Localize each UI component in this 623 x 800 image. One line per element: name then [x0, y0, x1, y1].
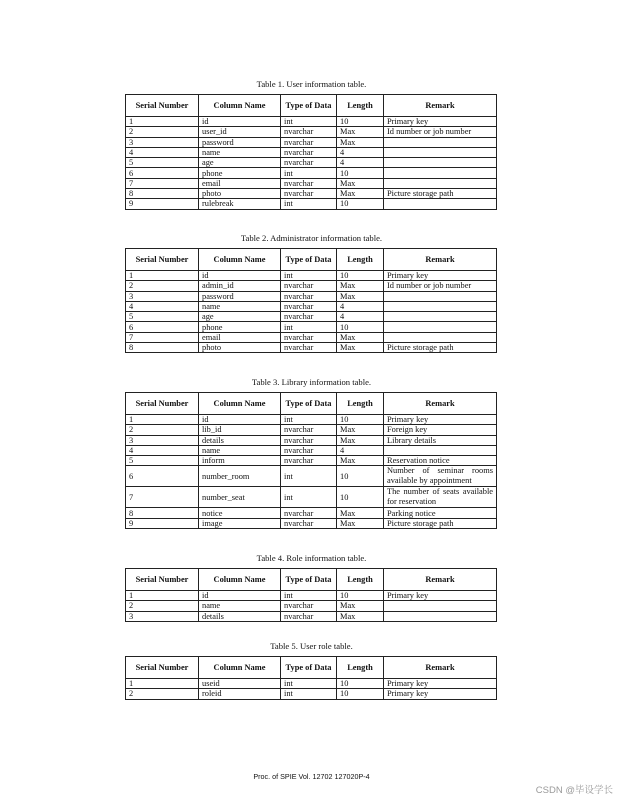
cell-remark: Id number or job number — [384, 281, 497, 291]
table-row — [126, 679, 497, 689]
header-serial-number: Serial Number — [126, 569, 199, 591]
cell-serial-number: 5 — [126, 158, 199, 168]
cell-length: 4 — [337, 147, 384, 157]
cell-length: Max — [337, 127, 384, 137]
table-row — [126, 332, 497, 342]
cell-serial-number: 7 — [126, 487, 199, 508]
cell-column-name: photo — [199, 343, 281, 353]
table-row — [126, 291, 497, 301]
cell-length: Max — [337, 508, 384, 518]
cell-length: 4 — [337, 312, 384, 322]
cell-length: 4 — [337, 301, 384, 311]
cell-column-name: photo — [199, 189, 281, 199]
cell-remark: Primary key — [384, 689, 497, 699]
header-serial-number: Serial Number — [126, 249, 199, 271]
table-row — [126, 271, 497, 281]
table-row — [126, 518, 497, 528]
cell-remark: Parking notice — [384, 508, 497, 518]
cell-serial-number: 1 — [126, 415, 199, 425]
caption-table-2: Table 2. Administrator information table. — [240, 233, 383, 243]
cell-length: Max — [337, 343, 384, 353]
cell-remark — [384, 168, 497, 178]
table-row — [126, 435, 497, 445]
cell-remark: Foreign key — [384, 425, 497, 435]
cell-column-name: user_id — [199, 127, 281, 137]
cell-type-of-data: int — [281, 466, 337, 487]
header-remark: Remark — [384, 569, 497, 591]
cell-column-name: name — [199, 301, 281, 311]
table-row — [126, 137, 497, 147]
cell-serial-number: 1 — [126, 591, 199, 601]
cell-length: Max — [337, 456, 384, 466]
cell-remark — [384, 312, 497, 322]
cell-column-name: admin_id — [199, 281, 281, 291]
cell-type-of-data: nvarchar — [281, 158, 337, 168]
header-type-of-data: Type of Data — [281, 657, 337, 679]
table-row — [126, 445, 497, 455]
cell-length: Max — [337, 425, 384, 435]
cell-type-of-data: nvarchar — [281, 343, 337, 353]
table-row — [126, 189, 497, 199]
table-row — [126, 508, 497, 518]
cell-type-of-data: nvarchar — [281, 178, 337, 188]
table-2 — [125, 248, 497, 353]
table-row — [126, 487, 497, 508]
cell-column-name: details — [199, 611, 281, 621]
header-type-of-data: Type of Data — [281, 393, 337, 415]
cell-length: 10 — [337, 679, 384, 689]
cell-length: 4 — [337, 158, 384, 168]
table-row — [126, 689, 497, 699]
cell-column-name: inform — [199, 456, 281, 466]
cell-column-name: email — [199, 178, 281, 188]
caption-table-1: Table 1. User information table. — [256, 79, 367, 89]
cell-column-name: name — [199, 147, 281, 157]
cell-remark: Primary key — [384, 415, 497, 425]
watermark: CSDN @毕设学长 — [535, 785, 613, 796]
cell-column-name: password — [199, 137, 281, 147]
cell-serial-number: 1 — [126, 271, 199, 281]
cell-type-of-data: nvarchar — [281, 137, 337, 147]
cell-remark — [384, 291, 497, 301]
cell-remark: Picture storage path — [384, 189, 497, 199]
table-header-row — [126, 95, 497, 117]
cell-serial-number: 1 — [126, 117, 199, 127]
cell-serial-number: 2 — [126, 601, 199, 611]
cell-type-of-data: nvarchar — [281, 147, 337, 157]
cell-remark: Id number or job number — [384, 127, 497, 137]
cell-remark: Primary key — [384, 679, 497, 689]
cell-serial-number: 2 — [126, 281, 199, 291]
table-row — [126, 301, 497, 311]
cell-length: 10 — [337, 199, 384, 209]
cell-length: 10 — [337, 415, 384, 425]
header-serial-number: Serial Number — [126, 657, 199, 679]
cell-type-of-data: int — [281, 689, 337, 699]
table-header-row — [126, 569, 497, 591]
page-footer: Proc. of SPIE Vol. 12702 127020P-4 — [253, 772, 370, 781]
cell-remark — [384, 137, 497, 147]
table-1 — [125, 94, 497, 210]
cell-remark: Primary key — [384, 271, 497, 281]
cell-length: Max — [337, 178, 384, 188]
table-header-row — [126, 393, 497, 415]
cell-serial-number: 2 — [126, 425, 199, 435]
header-remark: Remark — [384, 95, 497, 117]
cell-column-name: phone — [199, 168, 281, 178]
cell-remark — [384, 445, 497, 455]
cell-length: Max — [337, 137, 384, 147]
header-length: Length — [337, 95, 384, 117]
cell-length: 10 — [337, 168, 384, 178]
cell-column-name: useid — [199, 679, 281, 689]
cell-type-of-data: nvarchar — [281, 601, 337, 611]
cell-type-of-data: nvarchar — [281, 508, 337, 518]
cell-serial-number: 6 — [126, 322, 199, 332]
header-remark: Remark — [384, 393, 497, 415]
cell-type-of-data: int — [281, 199, 337, 209]
cell-column-name: age — [199, 312, 281, 322]
cell-column-name: number_seat — [199, 487, 281, 508]
cell-type-of-data: nvarchar — [281, 189, 337, 199]
cell-column-name: roleid — [199, 689, 281, 699]
cell-length: 10 — [337, 487, 384, 508]
cell-serial-number: 4 — [126, 147, 199, 157]
cell-length: 10 — [337, 117, 384, 127]
table-header-row — [126, 657, 497, 679]
header-serial-number: Serial Number — [126, 95, 199, 117]
cell-serial-number: 3 — [126, 611, 199, 621]
cell-remark: The number of seats available for reservation — [384, 487, 497, 508]
cell-length: 4 — [337, 445, 384, 455]
header-length: Length — [337, 657, 384, 679]
cell-serial-number: 3 — [126, 137, 199, 147]
cell-length: Max — [337, 518, 384, 528]
caption-table-3: Table 3. Library information table. — [251, 377, 372, 387]
cell-length: 10 — [337, 591, 384, 601]
header-type-of-data: Type of Data — [281, 95, 337, 117]
cell-column-name: phone — [199, 322, 281, 332]
caption-table-5: Table 5. User role table. — [270, 641, 353, 651]
cell-length: 10 — [337, 322, 384, 332]
table-row — [126, 425, 497, 435]
cell-type-of-data: nvarchar — [281, 291, 337, 301]
cell-remark: Reservation notice — [384, 456, 497, 466]
cell-column-name: id — [199, 415, 281, 425]
cell-column-name: details — [199, 435, 281, 445]
cell-serial-number: 2 — [126, 127, 199, 137]
header-type-of-data: Type of Data — [281, 569, 337, 591]
cell-type-of-data: int — [281, 322, 337, 332]
table-row — [126, 415, 497, 425]
table-row — [126, 611, 497, 621]
table-row — [126, 158, 497, 168]
cell-column-name: password — [199, 291, 281, 301]
table-4 — [125, 568, 497, 622]
cell-column-name: rulebreak — [199, 199, 281, 209]
cell-column-name: image — [199, 518, 281, 528]
cell-serial-number: 8 — [126, 189, 199, 199]
cell-length: Max — [337, 601, 384, 611]
cell-column-name: lib_id — [199, 425, 281, 435]
cell-type-of-data: int — [281, 168, 337, 178]
cell-serial-number: 7 — [126, 332, 199, 342]
cell-length: Max — [337, 291, 384, 301]
cell-remark — [384, 332, 497, 342]
table-row — [126, 127, 497, 137]
cell-serial-number: 5 — [126, 456, 199, 466]
header-type-of-data: Type of Data — [281, 249, 337, 271]
cell-column-name: id — [199, 591, 281, 601]
cell-length: Max — [337, 435, 384, 445]
cell-remark — [384, 147, 497, 157]
cell-remark — [384, 178, 497, 188]
cell-column-name: number_room — [199, 466, 281, 487]
cell-serial-number: 3 — [126, 291, 199, 301]
cell-length: Max — [337, 611, 384, 621]
cell-type-of-data: nvarchar — [281, 435, 337, 445]
header-length: Length — [337, 249, 384, 271]
table-row — [126, 178, 497, 188]
cell-type-of-data: nvarchar — [281, 312, 337, 322]
header-remark: Remark — [384, 249, 497, 271]
cell-serial-number: 9 — [126, 199, 199, 209]
caption-table-4: Table 4. Role information table. — [256, 553, 367, 563]
table-row — [126, 591, 497, 601]
cell-remark — [384, 611, 497, 621]
cell-serial-number: 7 — [126, 178, 199, 188]
cell-length: Max — [337, 189, 384, 199]
cell-serial-number: 6 — [126, 466, 199, 487]
table-header-row — [126, 249, 497, 271]
cell-serial-number: 9 — [126, 518, 199, 528]
cell-type-of-data: nvarchar — [281, 445, 337, 455]
cell-type-of-data: nvarchar — [281, 332, 337, 342]
table-row — [126, 281, 497, 291]
cell-serial-number: 1 — [126, 679, 199, 689]
cell-remark — [384, 199, 497, 209]
table-row — [126, 466, 497, 487]
table-5 — [125, 656, 497, 700]
header-length: Length — [337, 569, 384, 591]
cell-remark — [384, 301, 497, 311]
cell-remark — [384, 322, 497, 332]
cell-column-name: age — [199, 158, 281, 168]
cell-column-name: email — [199, 332, 281, 342]
cell-column-name: name — [199, 445, 281, 455]
cell-remark: Number of seminar rooms available by appointment — [384, 466, 497, 487]
cell-serial-number: 5 — [126, 312, 199, 322]
cell-type-of-data: nvarchar — [281, 425, 337, 435]
table-row — [126, 168, 497, 178]
cell-type-of-data: nvarchar — [281, 127, 337, 137]
cell-type-of-data: int — [281, 271, 337, 281]
cell-remark: Library details — [384, 435, 497, 445]
table-row — [126, 312, 497, 322]
cell-remark: Picture storage path — [384, 343, 497, 353]
header-column-name: Column Name — [199, 95, 281, 117]
cell-remark: Picture storage path — [384, 518, 497, 528]
cell-column-name: name — [199, 601, 281, 611]
cell-type-of-data: nvarchar — [281, 301, 337, 311]
cell-serial-number: 8 — [126, 508, 199, 518]
cell-type-of-data: int — [281, 415, 337, 425]
cell-type-of-data: nvarchar — [281, 281, 337, 291]
cell-length: 10 — [337, 466, 384, 487]
cell-length: Max — [337, 332, 384, 342]
cell-serial-number: 2 — [126, 689, 199, 699]
cell-type-of-data: int — [281, 487, 337, 508]
table-row — [126, 456, 497, 466]
cell-type-of-data: nvarchar — [281, 456, 337, 466]
header-serial-number: Serial Number — [126, 393, 199, 415]
header-remark: Remark — [384, 657, 497, 679]
table-row — [126, 117, 497, 127]
cell-type-of-data: nvarchar — [281, 518, 337, 528]
cell-remark — [384, 158, 497, 168]
cell-serial-number: 4 — [126, 301, 199, 311]
cell-remark — [384, 601, 497, 611]
cell-length: Max — [337, 281, 384, 291]
cell-type-of-data: int — [281, 591, 337, 601]
header-column-name: Column Name — [199, 569, 281, 591]
cell-type-of-data: nvarchar — [281, 611, 337, 621]
header-column-name: Column Name — [199, 393, 281, 415]
cell-length: 10 — [337, 689, 384, 699]
cell-serial-number: 6 — [126, 168, 199, 178]
cell-remark: Primary key — [384, 591, 497, 601]
cell-column-name: id — [199, 117, 281, 127]
table-3 — [125, 392, 497, 529]
table-row — [126, 147, 497, 157]
header-column-name: Column Name — [199, 657, 281, 679]
cell-type-of-data: int — [281, 679, 337, 689]
cell-remark: Primary key — [384, 117, 497, 127]
cell-column-name: id — [199, 271, 281, 281]
table-row — [126, 601, 497, 611]
table-row — [126, 343, 497, 353]
header-length: Length — [337, 393, 384, 415]
header-column-name: Column Name — [199, 249, 281, 271]
cell-type-of-data: int — [281, 117, 337, 127]
cell-serial-number: 4 — [126, 445, 199, 455]
table-row — [126, 322, 497, 332]
cell-serial-number: 8 — [126, 343, 199, 353]
cell-serial-number: 3 — [126, 435, 199, 445]
cell-length: 10 — [337, 271, 384, 281]
table-row — [126, 199, 497, 209]
cell-column-name: notice — [199, 508, 281, 518]
